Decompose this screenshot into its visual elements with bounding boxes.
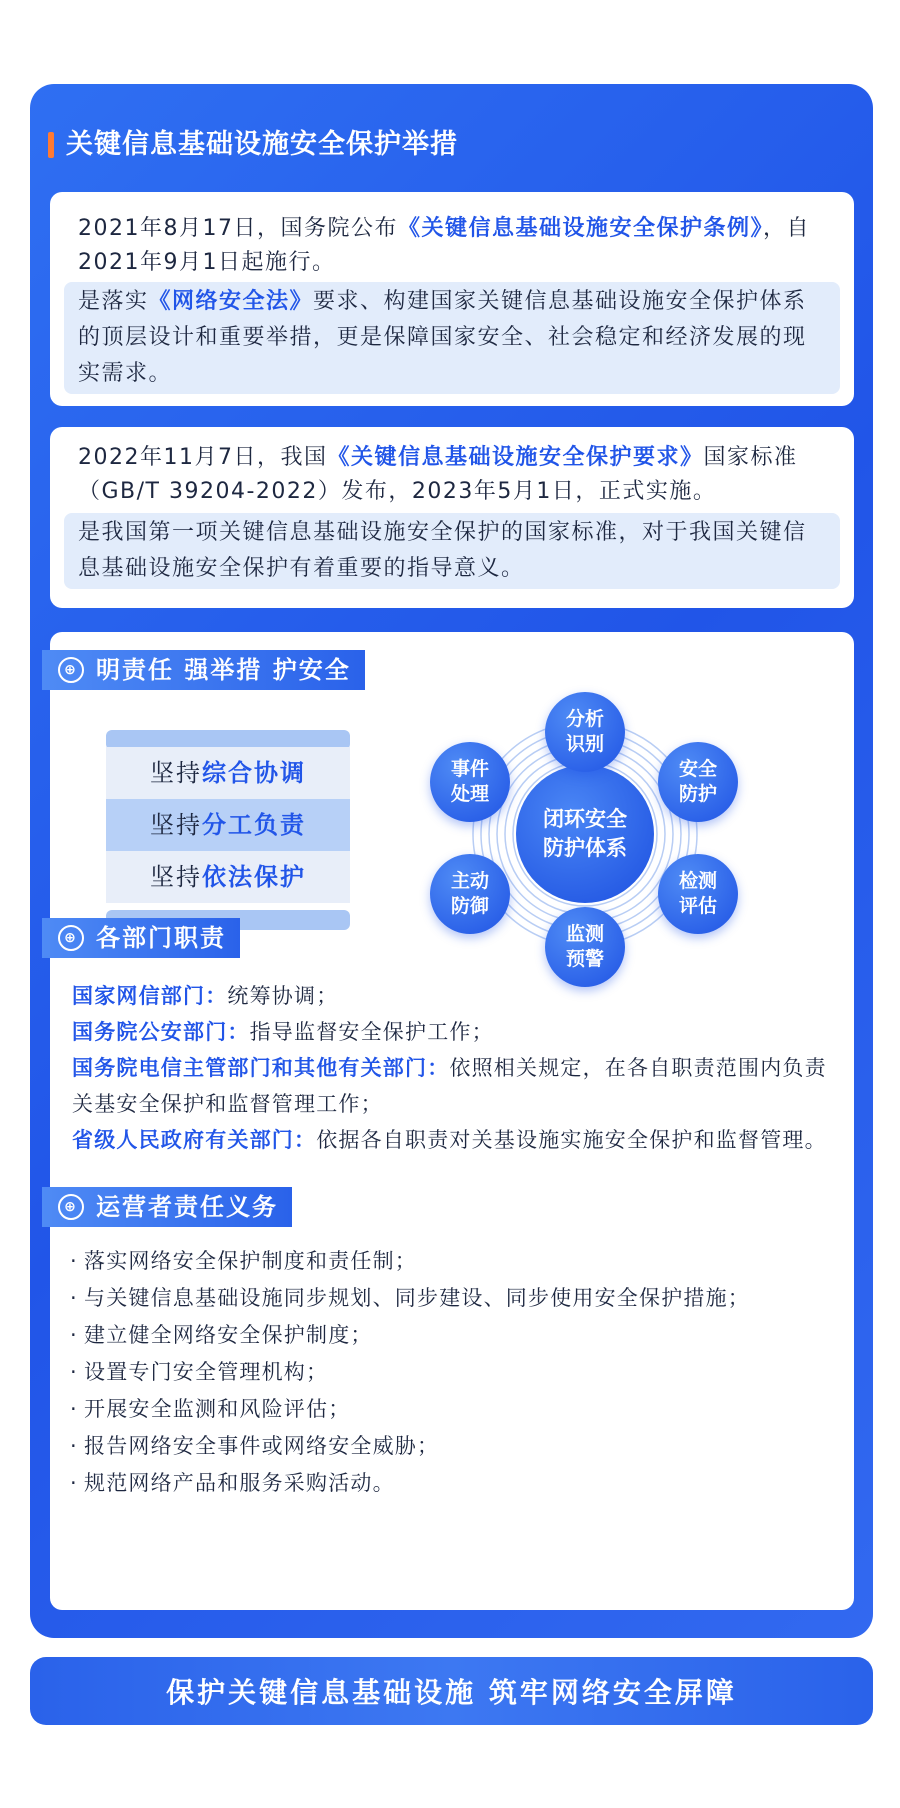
node-protection (658, 742, 738, 822)
section-tag-departments (42, 918, 240, 958)
principles-list (106, 730, 350, 930)
duty-item: · 规范网络产品和服务采购活动。 (70, 1465, 750, 1502)
principle-item (106, 851, 350, 903)
note-body: 要求、构建国家关键信息基础设施安全保护体系的顶层设计和重要举措，更是保障国家安全、社会稳定和经济发展的现实需求。 (78, 289, 807, 386)
standard-note-text: 是我国第一项关键信息基础设施安全保护的国家标准，对于我国关键信息基础设施安全保护有着重要的指导意义。 (78, 520, 807, 581)
standard-date: 2022年11月7日，我国 (78, 445, 328, 470)
principle-prefix: 坚持 (150, 759, 202, 787)
shield-icon: ⊕ (58, 1194, 84, 1220)
section-tag-operators-label: 运营者责任义务 (96, 1193, 278, 1221)
main-panel (30, 84, 873, 1638)
note-prefix: 是落实 (78, 289, 149, 314)
department-duty: 统筹协调； (227, 984, 339, 1008)
duty-item: · 落实网络安全保护制度和责任制； (70, 1243, 750, 1280)
department-name: 省级人民政府有关部门： (72, 1128, 317, 1152)
node-analysis (545, 692, 625, 772)
node-monitoring (545, 907, 625, 987)
department-item (72, 978, 832, 1014)
department-name: 国务院公安部门： (72, 1020, 250, 1044)
principle-prefix: 坚持 (150, 863, 202, 891)
principle-highlight: 分工负责 (202, 811, 306, 839)
section-tag-operators (42, 1187, 292, 1227)
principle-item (106, 799, 350, 851)
regulation-card (50, 192, 854, 406)
node-label: 事件处理 (450, 758, 489, 805)
standard-card (50, 427, 854, 608)
regulation-note (64, 282, 840, 394)
regulation-name: 《关键信息基础设施安全保护条例》 (397, 216, 763, 241)
section-tag-principles-label: 明责任 强举措 护安全 (96, 656, 351, 684)
node-label: 安全防护 (678, 758, 717, 805)
regulation-date: 2021年8月17日，国务院公布 (78, 216, 398, 241)
node-incident (430, 742, 510, 822)
department-item (72, 1122, 832, 1158)
cybersecurity-law: 《网络安全法》 (148, 289, 314, 314)
section-tag-principles (42, 650, 365, 690)
regulation-intro (78, 212, 832, 280)
department-item (72, 1050, 832, 1122)
principle-item (106, 747, 350, 799)
duty-item: · 与关键信息基础设施同步规划、同步建设、同步使用安全保护措施； (70, 1280, 750, 1317)
node-label: 检测评估 (678, 870, 717, 917)
standard-effective: 国家标准（GB/T 39204-2022）发布，2023年5月1日，正式实施。 (78, 445, 798, 504)
page-title-text: 关键信息基础设施安全保护举措 (66, 129, 458, 160)
standard-intro (78, 441, 832, 509)
node-evaluation (658, 854, 738, 934)
center-node-label: 闭环安全防护体系 (543, 807, 627, 860)
footer-banner (30, 1657, 873, 1725)
shield-icon: ⊕ (58, 925, 84, 951)
department-item (72, 1014, 832, 1050)
title-accent-bar (48, 132, 54, 158)
department-name: 国家网信部门： (72, 984, 228, 1008)
duty-item: · 报告网络安全事件或网络安全威胁； (70, 1428, 750, 1465)
duty-item: · 设置专门安全管理机构； (70, 1354, 750, 1391)
closed-loop-diagram (420, 652, 740, 992)
duty-item: · 开展安全监测和风险评估； (70, 1391, 750, 1428)
operator-duty-list (70, 1243, 750, 1502)
center-node (516, 765, 654, 903)
node-label: 监测预警 (565, 923, 604, 970)
duty-item: · 建立健全网络安全保护制度； (70, 1317, 750, 1354)
node-defense (430, 854, 510, 934)
standard-note (64, 513, 840, 589)
node-label: 主动防御 (450, 870, 489, 917)
department-name: 国务院电信主管部门和其他有关部门： (72, 1056, 450, 1080)
node-label: 分析识别 (565, 708, 604, 755)
regulation-effective: ，自2021年9月1日起施行。 (78, 216, 811, 275)
principle-highlight: 依法保护 (202, 863, 306, 891)
page-title (48, 128, 458, 162)
shield-icon: ⊕ (58, 657, 84, 683)
department-duty: 指导监督安全保护工作； (249, 1020, 494, 1044)
section-tag-departments-label: 各部门职责 (96, 924, 226, 952)
footer-slogan: 保护关键信息基础设施 筑牢网络安全屏障 (166, 1676, 737, 1709)
principle-prefix: 坚持 (150, 811, 202, 839)
department-duty: 依据各自职责对关基设施实施安全保护和监督管理。 (316, 1128, 827, 1152)
department-list (72, 978, 832, 1158)
department-duty: 依照相关规定，在各自职责范围内负责关基安全保护和监督管理工作； (72, 1056, 827, 1116)
principle-highlight: 综合协调 (202, 759, 306, 787)
responsibility-card (50, 632, 854, 1610)
standard-name: 《关键信息基础设施安全保护要求》 (327, 445, 704, 470)
